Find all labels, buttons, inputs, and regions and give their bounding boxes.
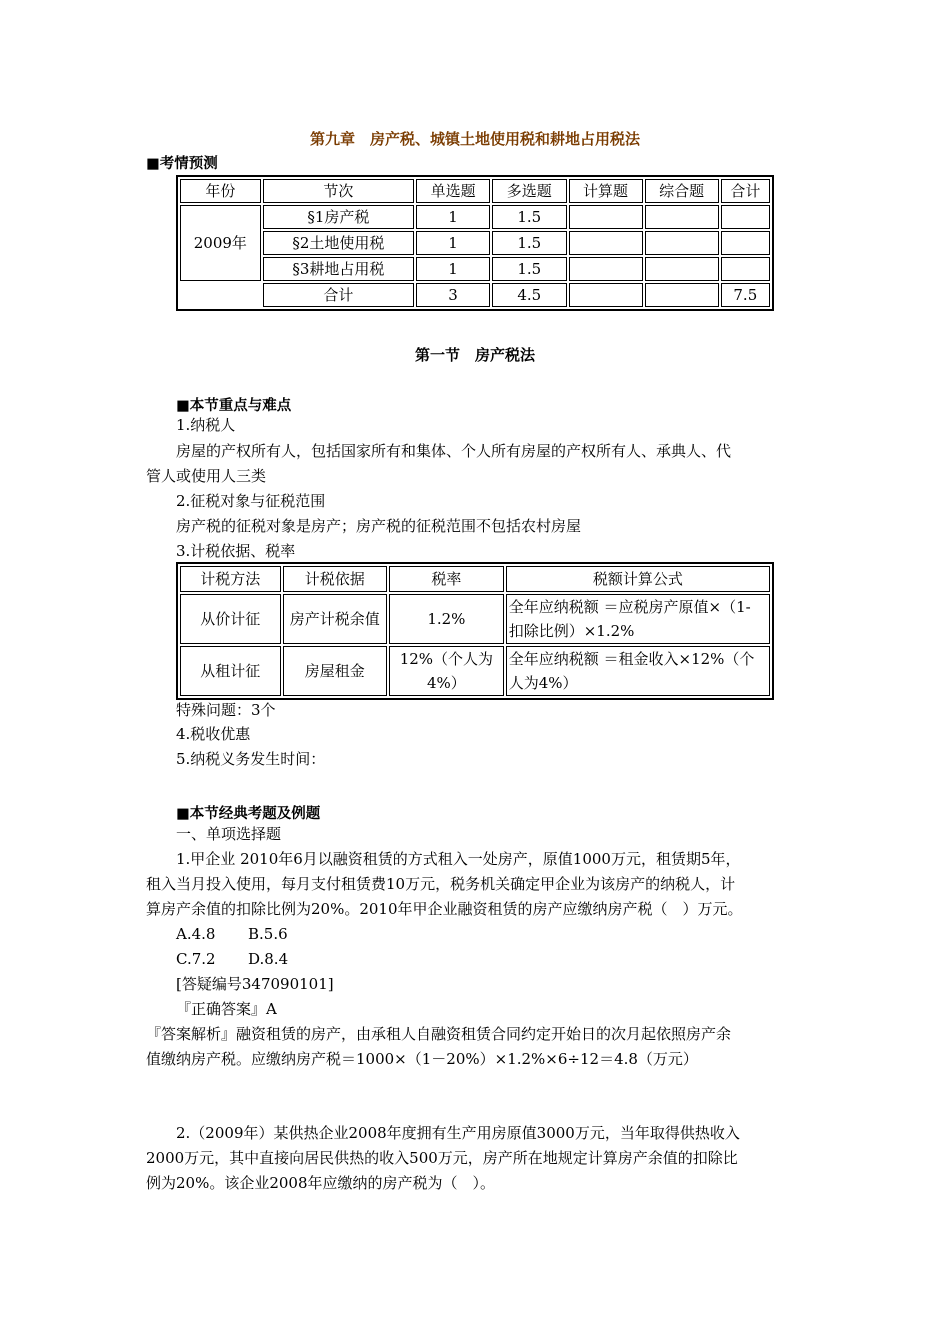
paragraph: 算房产余值的扣除比例为20%。2010年甲企业融资租赁的房产应缴纳房产税（ ）万元。 xyxy=(146,900,743,918)
multi-cell: 4.5 xyxy=(492,283,566,307)
calc-cell xyxy=(569,283,643,307)
single-cell: 1 xyxy=(416,231,490,255)
total-cell xyxy=(721,205,770,229)
answer-analysis: 值缴纳房产税。应缴纳房产税＝1000×（1－20%）×1.2%×6÷12＝4.8（万元） xyxy=(146,1050,698,1068)
header-calc: 计算题 xyxy=(569,179,643,203)
table-row xyxy=(180,205,770,229)
table-row xyxy=(180,646,770,696)
paragraph: 3.计税依据、税率 xyxy=(176,542,296,560)
header-section: 节次 xyxy=(263,179,414,203)
paragraph: 2.征税对象与征税范围 xyxy=(176,492,326,510)
table-header-row xyxy=(180,566,770,592)
forecast-label: ■考情预测 xyxy=(146,156,218,172)
key-points-label: ■本节重点与难点 xyxy=(176,398,292,414)
question-id: [答疑编号347090101] xyxy=(176,975,334,993)
single-cell: 1 xyxy=(416,205,490,229)
formula-cell xyxy=(506,594,770,644)
total-cell xyxy=(721,257,770,281)
option-d: D.8.4 xyxy=(248,950,289,968)
option-a: A.4.8 xyxy=(176,925,216,943)
basis-cell: 房屋租金 xyxy=(283,646,387,696)
total-cell: 7.5 xyxy=(721,283,770,307)
option-c: C.7.2 xyxy=(176,950,216,968)
section-title: 第一节 房产税法 xyxy=(414,346,535,364)
comp-cell xyxy=(645,257,719,281)
answer-analysis: 『答案解析』融资租赁的房产，由承租人自融资租赁合同约定开始日的次月起依照房产余 xyxy=(146,1025,732,1043)
section-cell: §3耕地占用税 xyxy=(263,257,414,281)
header-rate: 税率 xyxy=(389,566,504,592)
section-cell: §1房产税 xyxy=(263,205,414,229)
paragraph: 管人或使用人三类 xyxy=(146,467,267,485)
comp-cell xyxy=(645,205,719,229)
rate-line: 12%（个人为 xyxy=(399,650,494,668)
formula-line: 全年应纳税额 ＝租金收入×12%（个 xyxy=(508,650,755,668)
paragraph: 1.甲企业 2010年6月以融资租赁的方式租入一处房产，原值1000万元，租赁期5年， xyxy=(176,850,741,868)
header-comp: 综合题 xyxy=(645,179,719,203)
table-header-row xyxy=(180,179,770,203)
table-row xyxy=(180,594,770,644)
comp-cell xyxy=(645,283,719,307)
paragraph: 1.纳税人 xyxy=(176,416,236,434)
formula-line: 人为4%） xyxy=(508,674,578,692)
formula-cell xyxy=(506,646,770,696)
single-cell: 1 xyxy=(416,257,490,281)
table-row xyxy=(180,283,770,307)
header-single: 单选题 xyxy=(416,179,490,203)
method-cell: 从价计征 xyxy=(180,594,281,644)
examples-label: ■本节经典考题及例题 xyxy=(176,806,321,822)
table-row xyxy=(180,257,770,281)
method-cell: 从租计征 xyxy=(180,646,281,696)
year-cell: 2009年 xyxy=(180,205,261,281)
formula-line: 全年应纳税额 ＝应税房产原值×（1- xyxy=(508,598,751,616)
section-cell: 合计 xyxy=(263,283,414,307)
rate-line: 4%） xyxy=(426,674,466,692)
header-basis: 计税依据 xyxy=(283,566,387,592)
header-multi: 多选题 xyxy=(492,179,566,203)
total-cell xyxy=(721,231,770,255)
tax-table xyxy=(176,562,774,700)
paragraph: 4.税收优惠 xyxy=(176,725,251,743)
paragraph: 例为20%。该企业2008年应缴纳的房产税为（ ）。 xyxy=(146,1174,496,1192)
chapter-title: 第九章 房产税、城镇土地使用税和耕地占用税法 xyxy=(309,130,640,148)
rate-cell xyxy=(389,646,504,696)
option-b: B.5.6 xyxy=(248,925,288,943)
header-formula: 税额计算公式 xyxy=(506,566,770,592)
paragraph: 特殊问题：3个 xyxy=(176,701,276,719)
multi-cell: 1.5 xyxy=(492,231,566,255)
paragraph: 房屋的产权所有人，包括国家所有和集体、个人所有房屋的产权所有人、承典人、代 xyxy=(176,442,732,460)
forecast-table xyxy=(176,175,774,311)
paragraph: 房产税的征税对象是房产；房产税的征税范围不包括农村房屋 xyxy=(176,517,582,535)
comp-cell xyxy=(645,231,719,255)
paragraph: 2.（2009年）某供热企业2008年度拥有生产用房原值3000万元，当年取得供热收入 xyxy=(176,1124,740,1142)
multi-cell: 1.5 xyxy=(492,205,566,229)
section-cell: §2土地使用税 xyxy=(263,231,414,255)
header-year: 年份 xyxy=(180,179,261,203)
basis-cell: 房产计税余值 xyxy=(283,594,387,644)
header-method: 计税方法 xyxy=(180,566,281,592)
correct-answer: 『正确答案』A xyxy=(176,1000,277,1018)
formula-line: 扣除比例）×1.2% xyxy=(508,622,635,640)
calc-cell xyxy=(569,231,643,255)
multi-cell: 1.5 xyxy=(492,257,566,281)
paragraph: 5.纳税义务发生时间： xyxy=(176,750,326,768)
header-total: 合计 xyxy=(721,179,770,203)
paragraph: 租入当月投入使用，每月支付租赁费10万元，税务机关确定甲企业为该房产的纳税人，计 xyxy=(146,875,736,893)
calc-cell xyxy=(569,257,643,281)
single-cell: 3 xyxy=(416,283,490,307)
paragraph: 一、单项选择题 xyxy=(176,825,282,843)
table-row xyxy=(180,231,770,255)
rate-cell: 1.2% xyxy=(389,594,504,644)
paragraph: 2000万元，其中直接向居民供热的收入500万元，房产所在地规定计算房产余值的扣除比 xyxy=(146,1149,738,1167)
empty-cell xyxy=(180,283,261,307)
calc-cell xyxy=(569,205,643,229)
